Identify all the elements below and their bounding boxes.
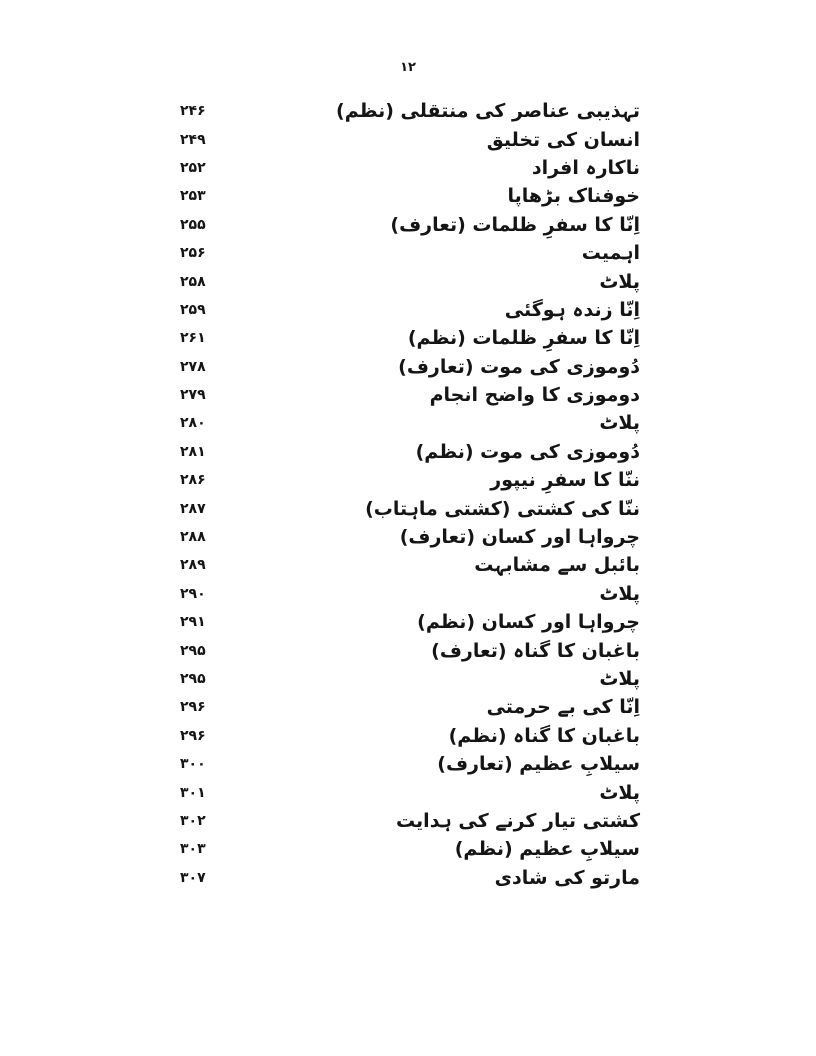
table-of-contents xyxy=(0,97,816,892)
toc-entry-page-number: ۲۵۸ xyxy=(180,273,206,290)
toc-entry-page-number: ۲۶۱ xyxy=(180,330,206,347)
toc-entry-title: دُوموزی کی موت (نظم) xyxy=(415,440,640,463)
toc-entry-title: سیلابِ عظیم (نظم) xyxy=(454,838,640,861)
toc-row xyxy=(0,665,816,693)
toc-entry-title: ننّا کا سفرِ نیپور xyxy=(490,469,640,492)
toc-entry-page-number: ۲۷۸ xyxy=(180,358,206,375)
toc-row xyxy=(0,608,816,636)
toc-entry-page-number: ۲۸۱ xyxy=(180,443,206,460)
toc-row xyxy=(0,864,816,892)
toc-row xyxy=(0,466,816,494)
toc-entry-page-number: ۳۰۲ xyxy=(180,812,206,829)
toc-row xyxy=(0,438,816,466)
toc-entry-page-number: ۲۵۵ xyxy=(180,216,206,233)
toc-entry-page-number: ۲۸۹ xyxy=(180,557,206,574)
toc-row xyxy=(0,750,816,778)
toc-entry-title: دُوموزی کی موت (تعارف) xyxy=(398,355,640,378)
toc-entry-page-number: ۳۰۱ xyxy=(180,784,206,801)
toc-entry-page-number: ۲۸۷ xyxy=(180,500,206,517)
toc-entry-title: تہذیبی عناصر کی منتقلی (نظم) xyxy=(336,100,640,123)
toc-row xyxy=(0,409,816,437)
toc-entry-page-number: ۲۹۵ xyxy=(180,642,206,659)
toc-row xyxy=(0,523,816,551)
toc-row xyxy=(0,353,816,381)
toc-row xyxy=(0,182,816,210)
toc-row xyxy=(0,580,816,608)
toc-entry-title: اِنّا کی بے حرمتی xyxy=(486,696,640,719)
toc-entry-title: چرواہا اور کسان (تعارف) xyxy=(399,526,640,549)
toc-entry-title: پلاٹ xyxy=(599,781,640,804)
toc-row xyxy=(0,324,816,352)
toc-row xyxy=(0,693,816,721)
toc-entry-title: پلاٹ xyxy=(599,270,640,293)
toc-entry-page-number: ۲۹۵ xyxy=(180,671,206,687)
toc-entry-page-number: ۲۸۸ xyxy=(180,529,206,546)
toc-entry-title: پلاٹ xyxy=(599,412,640,435)
toc-entry-title: خوفناک بڑھاپا xyxy=(507,185,640,208)
toc-entry-page-number: ۲۵۶ xyxy=(180,245,206,262)
toc-row xyxy=(0,778,816,806)
toc-entry-title: انسان کی تخلیق xyxy=(486,128,640,151)
toc-row xyxy=(0,154,816,182)
toc-entry-page-number: ۳۰۰ xyxy=(180,756,206,773)
toc-entry-title: اِنّا کا سفرِ ظلمات (تعارف) xyxy=(390,213,640,236)
toc-entry-title: چرواہا اور کسان (نظم) xyxy=(417,611,640,634)
toc-entry-title: باغبان کا گناہ (نظم) xyxy=(448,724,640,747)
toc-entry-title: اہمیت xyxy=(581,242,640,265)
toc-row xyxy=(0,551,816,579)
toc-entry-page-number: ۳۰۷ xyxy=(180,869,206,886)
toc-entry-page-number: ۲۹۶ xyxy=(180,699,206,716)
toc-entry-title: مارتو کی شادی xyxy=(494,866,640,889)
toc-entry-title: سیلابِ عظیم (تعارف) xyxy=(437,753,640,776)
toc-entry-page-number: ۲۴۹ xyxy=(180,131,206,148)
toc-entry-page-number: ۲۵۲ xyxy=(180,159,206,176)
toc-entry-title: ننّا کی کشتی (کشتی ماہتاب) xyxy=(365,497,640,520)
toc-row xyxy=(0,296,816,324)
toc-entry-title: بائبل سے مشابہت xyxy=(474,554,640,577)
toc-entry-title: پلاٹ xyxy=(599,582,640,605)
toc-row xyxy=(0,807,816,835)
toc-row xyxy=(0,381,816,409)
toc-row xyxy=(0,239,816,267)
toc-entry-title: اِنّا کا سفرِ ظلمات (نظم) xyxy=(407,327,640,350)
toc-entry-title: کشتی تیار کرنے کی ہدایت xyxy=(395,809,640,832)
toc-entry-page-number: ۲۷۹ xyxy=(180,387,206,404)
toc-entry-page-number: ۲۹۱ xyxy=(180,614,206,631)
toc-row xyxy=(0,722,816,750)
toc-entry-title: باغبان کا گناہ (تعارف) xyxy=(431,639,640,662)
toc-entry-title: دوموزی کا واضح انجام xyxy=(429,384,640,407)
toc-row xyxy=(0,125,816,153)
toc-entry-page-number: ۲۸۶ xyxy=(180,472,206,489)
toc-row xyxy=(0,97,816,125)
toc-row xyxy=(0,211,816,239)
toc-entry-title: اِنّا زندہ ہوگئی xyxy=(504,298,640,321)
toc-row xyxy=(0,494,816,522)
page-number: ۱۲ xyxy=(400,60,416,75)
toc-row xyxy=(0,835,816,863)
toc-entry-page-number: ۳۰۳ xyxy=(180,841,206,858)
toc-entry-page-number: ۲۵۹ xyxy=(180,301,206,318)
toc-entry-page-number: ۲۹۶ xyxy=(180,727,206,744)
toc-entry-title: ناکارہ افراد xyxy=(531,156,640,179)
toc-row xyxy=(0,636,816,664)
toc-row xyxy=(0,267,816,295)
toc-entry-page-number: ۲۸۰ xyxy=(180,415,206,432)
toc-entry-page-number: ۲۴۶ xyxy=(180,103,206,120)
toc-entry-page-number: ۲۹۰ xyxy=(180,585,206,602)
toc-entry-title: پلاٹ xyxy=(599,668,640,690)
toc-entry-page-number: ۲۵۳ xyxy=(180,188,206,205)
